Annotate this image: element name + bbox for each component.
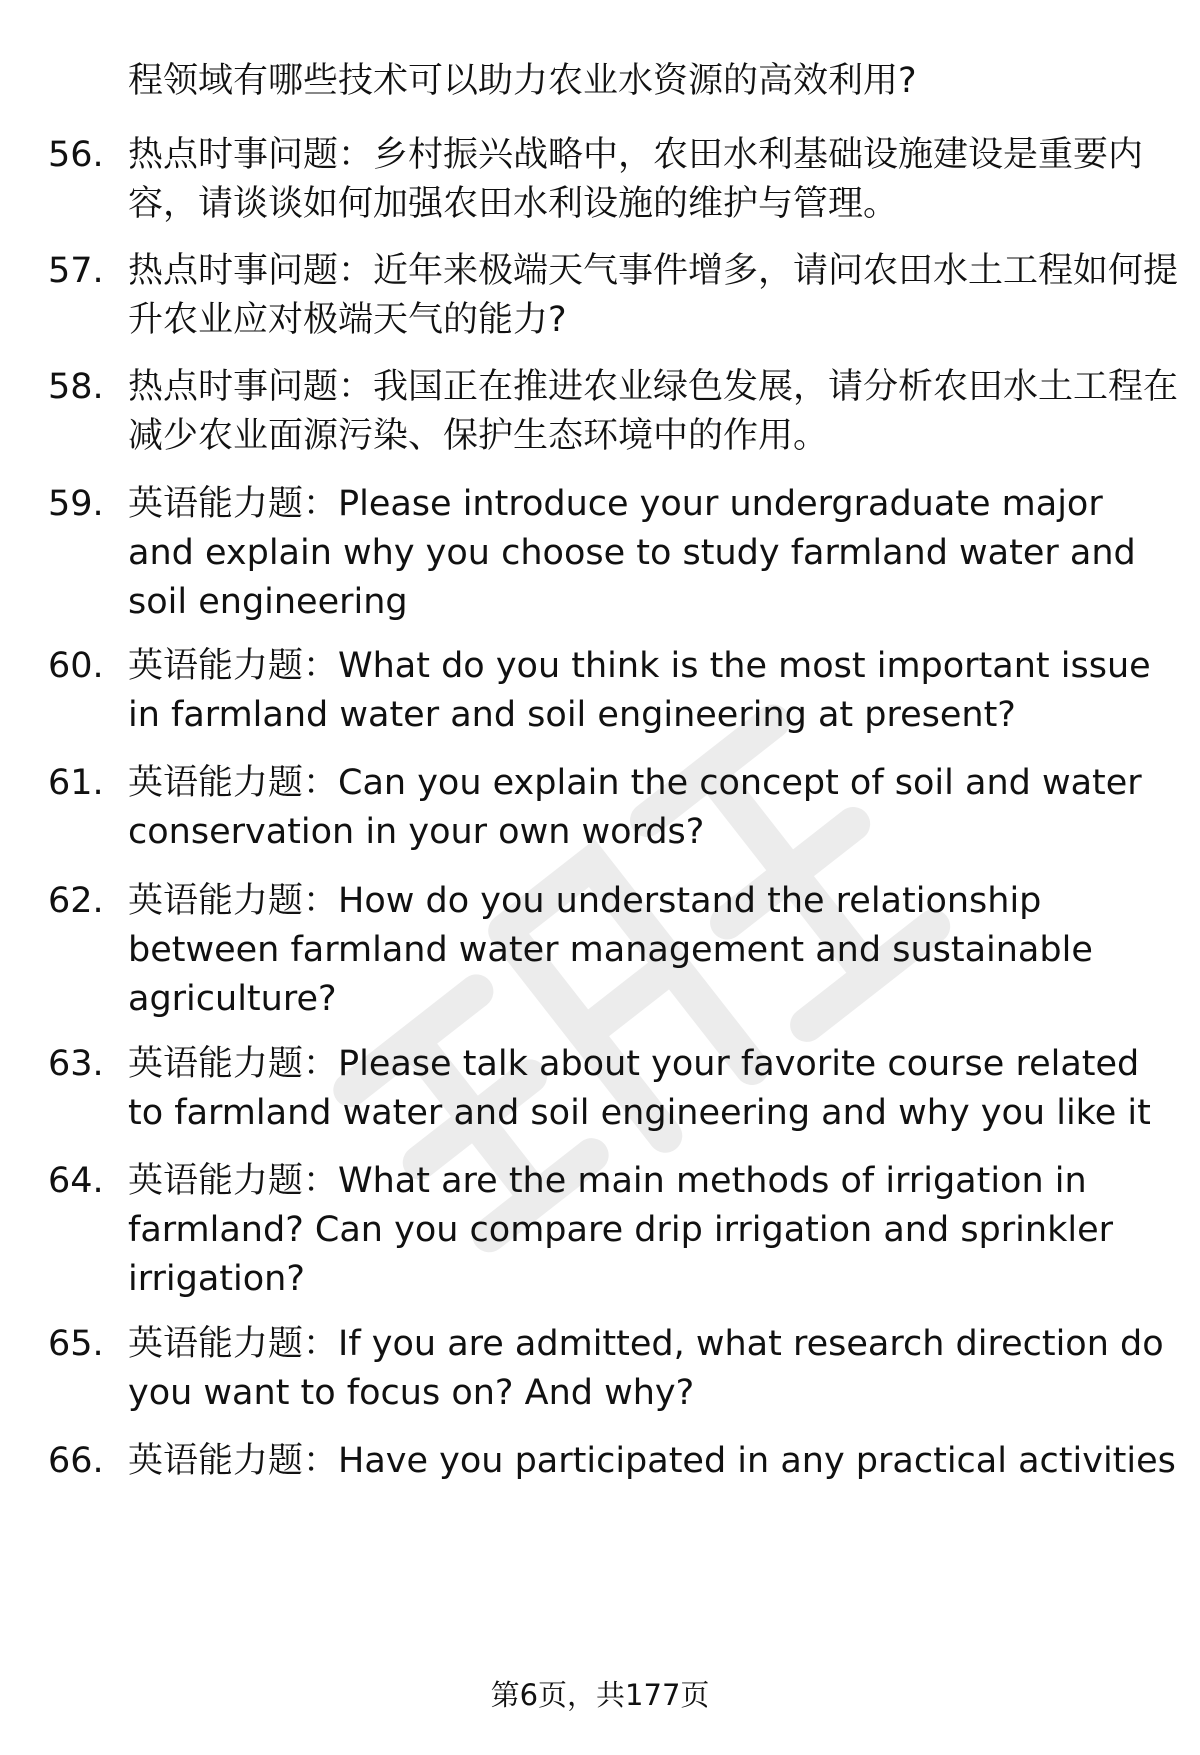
question-item bbox=[48, 1040, 1178, 1138]
question-item bbox=[48, 247, 1178, 345]
question-number: 66. bbox=[48, 1441, 104, 1481]
question-text: 英语能力题：Please introduce your undergraduate major and explain why you choose to study farmland water and soil engineering bbox=[128, 484, 1136, 622]
question-number: 63. bbox=[48, 1044, 104, 1084]
question-item bbox=[48, 131, 1178, 229]
question-text: 英语能力题：Can you explain the concept of soil and water conservation in your own words? bbox=[128, 763, 1142, 852]
question-item bbox=[48, 642, 1178, 740]
question-item bbox=[48, 1437, 1178, 1486]
question-number: 60. bbox=[48, 646, 104, 686]
question-text: 热点时事问题：我国正在推进农业绿色发展，请分析农田水土工程在减少农业面源污染、保护生态环境中的作用。 bbox=[128, 367, 1179, 456]
question-text: 英语能力题：How do you understand the relationship between farmland water management and sustainable agriculture? bbox=[128, 881, 1093, 1019]
question-number: 59. bbox=[48, 484, 104, 524]
question-number: 61. bbox=[48, 763, 104, 803]
question-number: 65. bbox=[48, 1324, 104, 1364]
question-number: 57. bbox=[48, 251, 104, 291]
question-text: 英语能力题：What are the main methods of irrigation in farmland? Can you compare drip irrigation and sprinkler irrigation? bbox=[128, 1161, 1113, 1299]
question-text: 热点时事问题：乡村振兴战略中，农田水利基础设施建设是重要内容，请谈谈如何加强农田水利设施的维护与管理。 bbox=[128, 135, 1144, 224]
continuation-text: 程领域有哪些技术可以助力农业水资源的高效利用? bbox=[128, 61, 917, 101]
question-number: 64. bbox=[48, 1161, 104, 1201]
question-text: 英语能力题：What do you think is the most important issue in farmland water and soil engineering at present? bbox=[128, 646, 1151, 735]
question-number: 58. bbox=[48, 367, 104, 407]
question-item bbox=[48, 877, 1178, 1024]
question-text: 英语能力题：If you are admitted, what research direction do you want to focus on? And why? bbox=[128, 1324, 1164, 1413]
question-item bbox=[48, 480, 1178, 627]
question-text: 英语能力题：Have you participated in any practical activities bbox=[128, 1441, 1176, 1481]
question-number: 56. bbox=[48, 135, 104, 175]
question-number: 62. bbox=[48, 881, 104, 921]
question-item bbox=[48, 363, 1178, 461]
page-footer: 第6页，共177页 bbox=[490, 1678, 710, 1712]
question-item bbox=[48, 759, 1178, 857]
question-text: 热点时事问题：近年来极端天气事件增多，请问农田水土工程如何提升农业应对极端天气的能力? bbox=[128, 251, 1179, 340]
question-item bbox=[48, 1157, 1178, 1304]
question-item bbox=[48, 1320, 1178, 1418]
question-text: 英语能力题：Please talk about your favorite course related to farmland water and soil engineering and why you like it bbox=[128, 1044, 1151, 1133]
